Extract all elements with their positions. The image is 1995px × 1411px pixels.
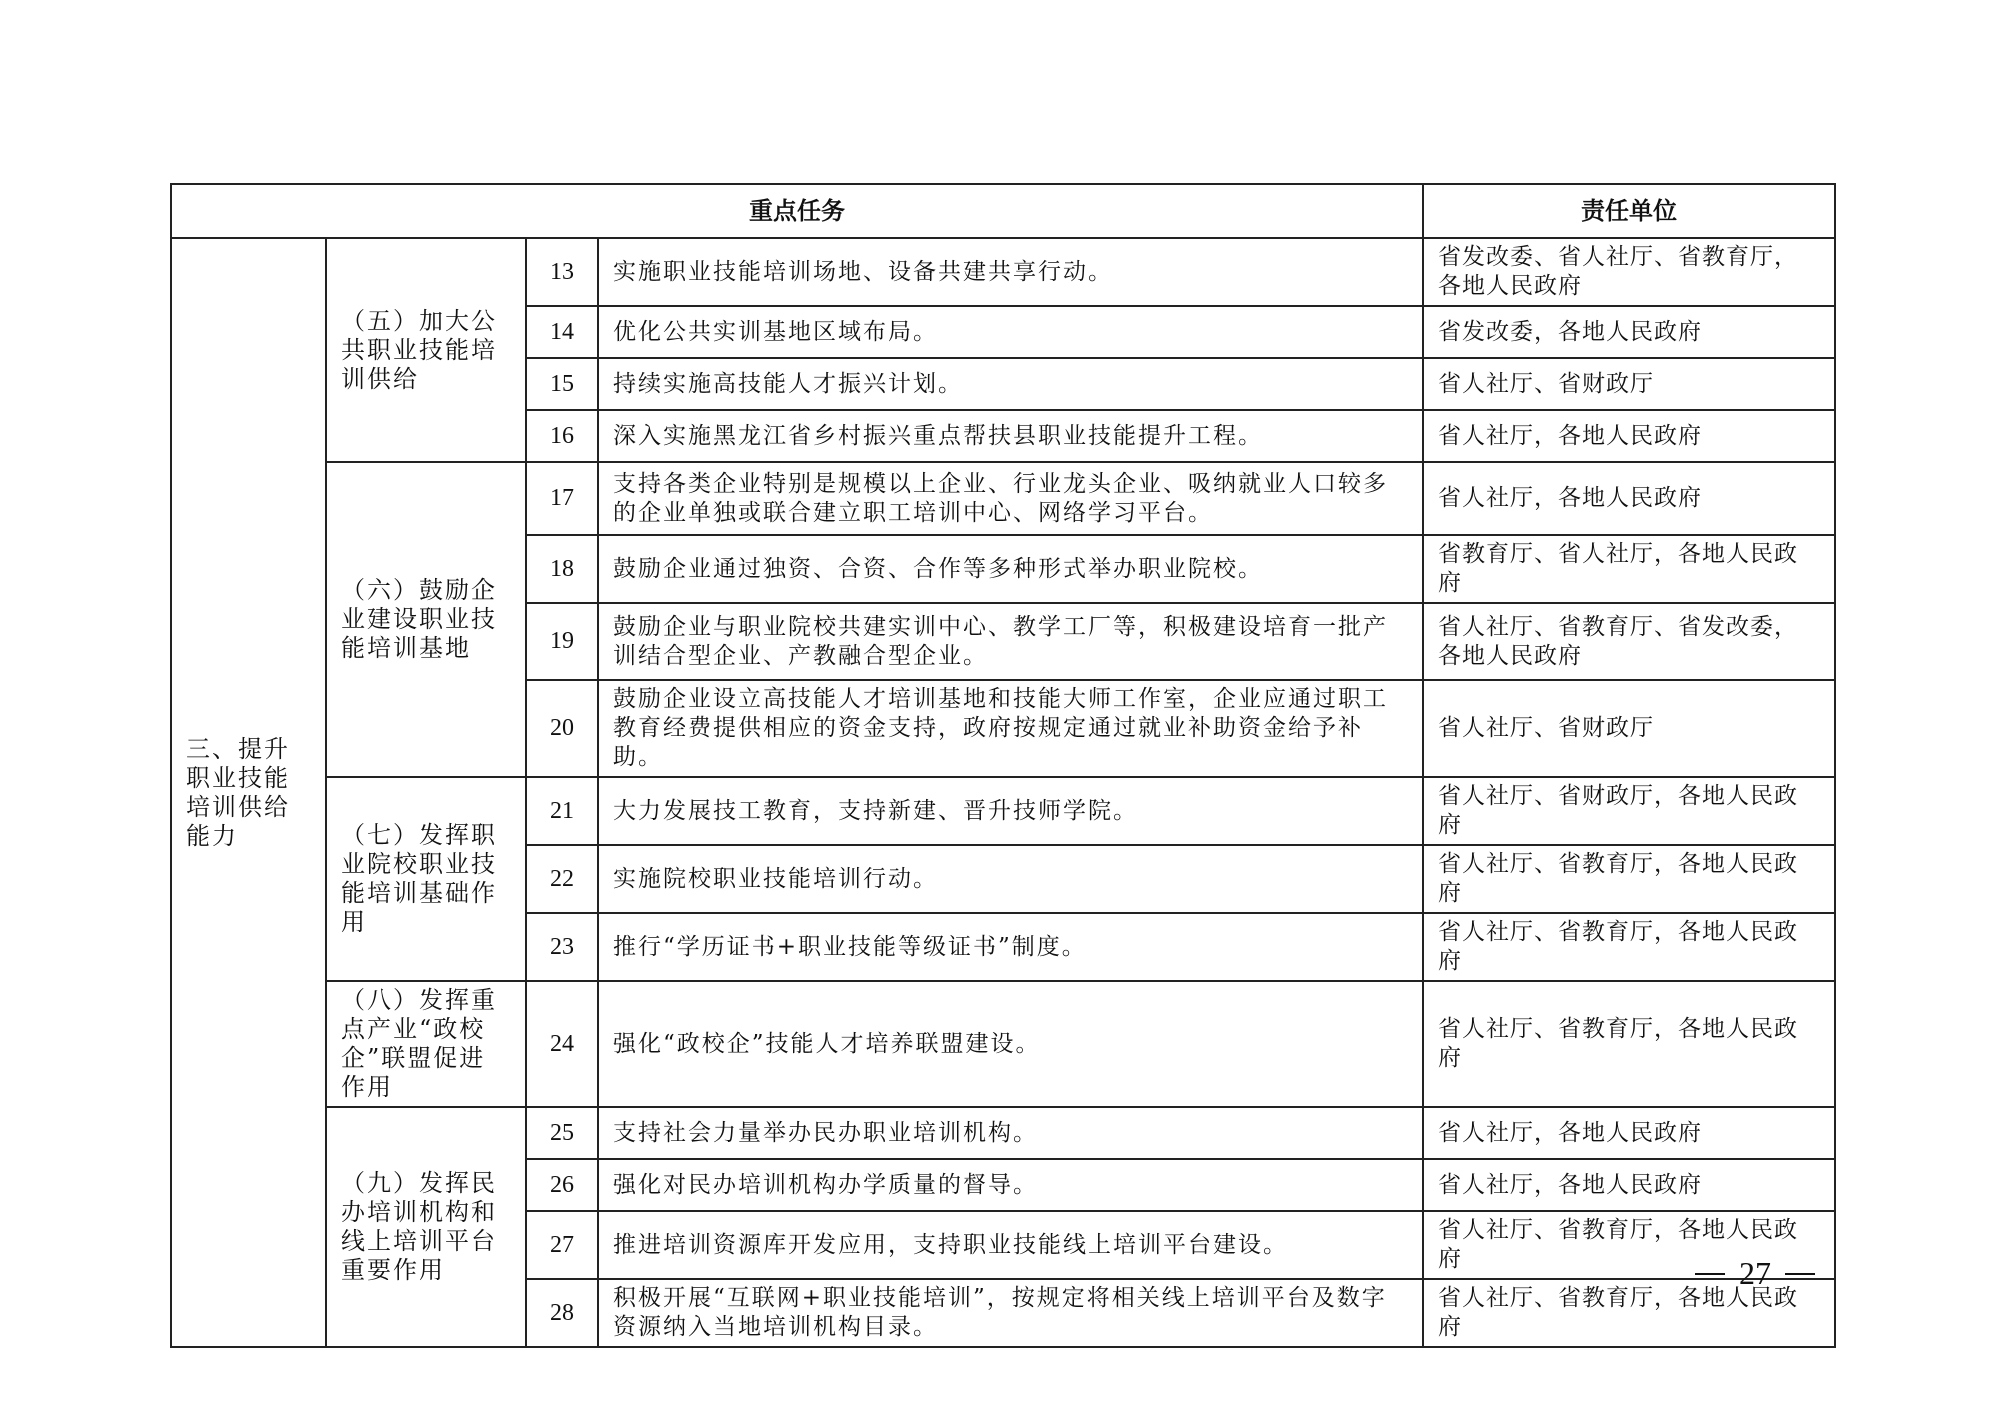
row-number: 23 [526,913,598,981]
task-cell: 推行“学历证书+职业技能等级证书”制度。 [598,913,1423,981]
category-cell: 三、提升职业技能培训供给能力 [171,238,326,1347]
row-number: 13 [526,238,598,306]
unit-cell: 省人社厅，各地人民政府 [1423,462,1835,535]
unit-cell: 省人社厅、省教育厅，各地人民政府 [1423,913,1835,981]
row-number: 28 [526,1279,598,1347]
unit-cell: 省人社厅、省教育厅，各地人民政府 [1423,981,1835,1107]
task-cell: 推进培训资源库开发应用，支持职业技能线上培训平台建设。 [598,1211,1423,1279]
unit-cell: 省人社厅，各地人民政府 [1423,410,1835,462]
row-number: 21 [526,777,598,845]
task-cell: 鼓励企业与职业院校共建实训中心、教学工厂等，积极建设培育一批产训结合型企业、产教融合型企业。 [598,603,1423,680]
row-number: 14 [526,306,598,358]
unit-cell: 省人社厅，各地人民政府 [1423,1107,1835,1159]
dash-left [1695,1273,1725,1275]
row-number: 20 [526,680,598,777]
row-number: 25 [526,1107,598,1159]
task-cell: 大力发展技工教育，支持新建、晋升技师学院。 [598,777,1423,845]
header-unit: 责任单位 [1423,184,1835,238]
unit-cell: 省人社厅、省教育厅，各地人民政府 [1423,845,1835,913]
row-number: 16 [526,410,598,462]
task-cell: 实施职业技能培训场地、设备共建共享行动。 [598,238,1423,306]
subcategory-cell: （九）发挥民办培训机构和线上培训平台重要作用 [326,1107,526,1347]
row-number: 17 [526,462,598,535]
subcategory-cell: （五）加大公共职业技能培训供给 [326,238,526,462]
table-row [171,462,1835,535]
task-cell: 优化公共实训基地区域布局。 [598,306,1423,358]
task-cell: 支持社会力量举办民办职业培训机构。 [598,1107,1423,1159]
row-number: 24 [526,981,598,1107]
task-cell: 强化对民办培训机构办学质量的督导。 [598,1159,1423,1211]
unit-cell: 省人社厅、省财政厅 [1423,680,1835,777]
table-row [171,1107,1835,1159]
page-number [1695,1255,1815,1292]
unit-cell: 省人社厅，各地人民政府 [1423,1159,1835,1211]
subcategory-cell: （六）鼓励企业建设职业技能培训基地 [326,462,526,777]
subcategory-cell: （七）发挥职业院校职业技能培训基础作用 [326,777,526,981]
row-number: 15 [526,358,598,410]
table-header-row [171,184,1835,238]
task-cell: 鼓励企业通过独资、合资、合作等多种形式举办职业院校。 [598,535,1423,603]
unit-cell: 省人社厅、省教育厅，各地人民政府 [1423,1211,1835,1279]
task-cell: 深入实施黑龙江省乡村振兴重点帮扶县职业技能提升工程。 [598,410,1423,462]
header-task: 重点任务 [171,184,1423,238]
unit-cell: 省人社厅、省财政厅 [1423,358,1835,410]
task-cell: 鼓励企业设立高技能人才培训基地和技能大师工作室，企业应通过职工教育经费提供相应的资金支持，政府按规定通过就业补助资金给予补助。 [598,680,1423,777]
task-cell: 持续实施高技能人才振兴计划。 [598,358,1423,410]
task-cell: 强化“政校企”技能人才培养联盟建设。 [598,981,1423,1107]
unit-cell: 省人社厅、省财政厅，各地人民政府 [1423,777,1835,845]
row-number: 27 [526,1211,598,1279]
dash-right [1785,1273,1815,1275]
task-cell: 实施院校职业技能培训行动。 [598,845,1423,913]
table-row [171,981,1835,1107]
unit-cell: 省发改委、省人社厅、省教育厅，各地人民政府 [1423,238,1835,306]
row-number: 26 [526,1159,598,1211]
unit-cell: 省人社厅、省教育厅，各地人民政府 [1423,1279,1835,1347]
table-row [171,238,1835,306]
row-number: 22 [526,845,598,913]
row-number: 18 [526,535,598,603]
unit-cell: 省教育厅、省人社厅，各地人民政府 [1423,535,1835,603]
table-row [171,777,1835,845]
task-table [170,183,1836,1348]
row-number: 19 [526,603,598,680]
task-cell: 支持各类企业特别是规模以上企业、行业龙头企业、吸纳就业人口较多的企业单独或联合建立职工培训中心、网络学习平台。 [598,462,1423,535]
unit-cell: 省发改委，各地人民政府 [1423,306,1835,358]
page-number-value: 27 [1739,1255,1771,1291]
unit-cell: 省人社厅、省教育厅、省发改委，各地人民政府 [1423,603,1835,680]
task-cell: 积极开展“互联网+职业技能培训”，按规定将相关线上培训平台及数字资源纳入当地培训机构目录。 [598,1279,1423,1347]
subcategory-cell: （八）发挥重点产业“政校企”联盟促进作用 [326,981,526,1107]
